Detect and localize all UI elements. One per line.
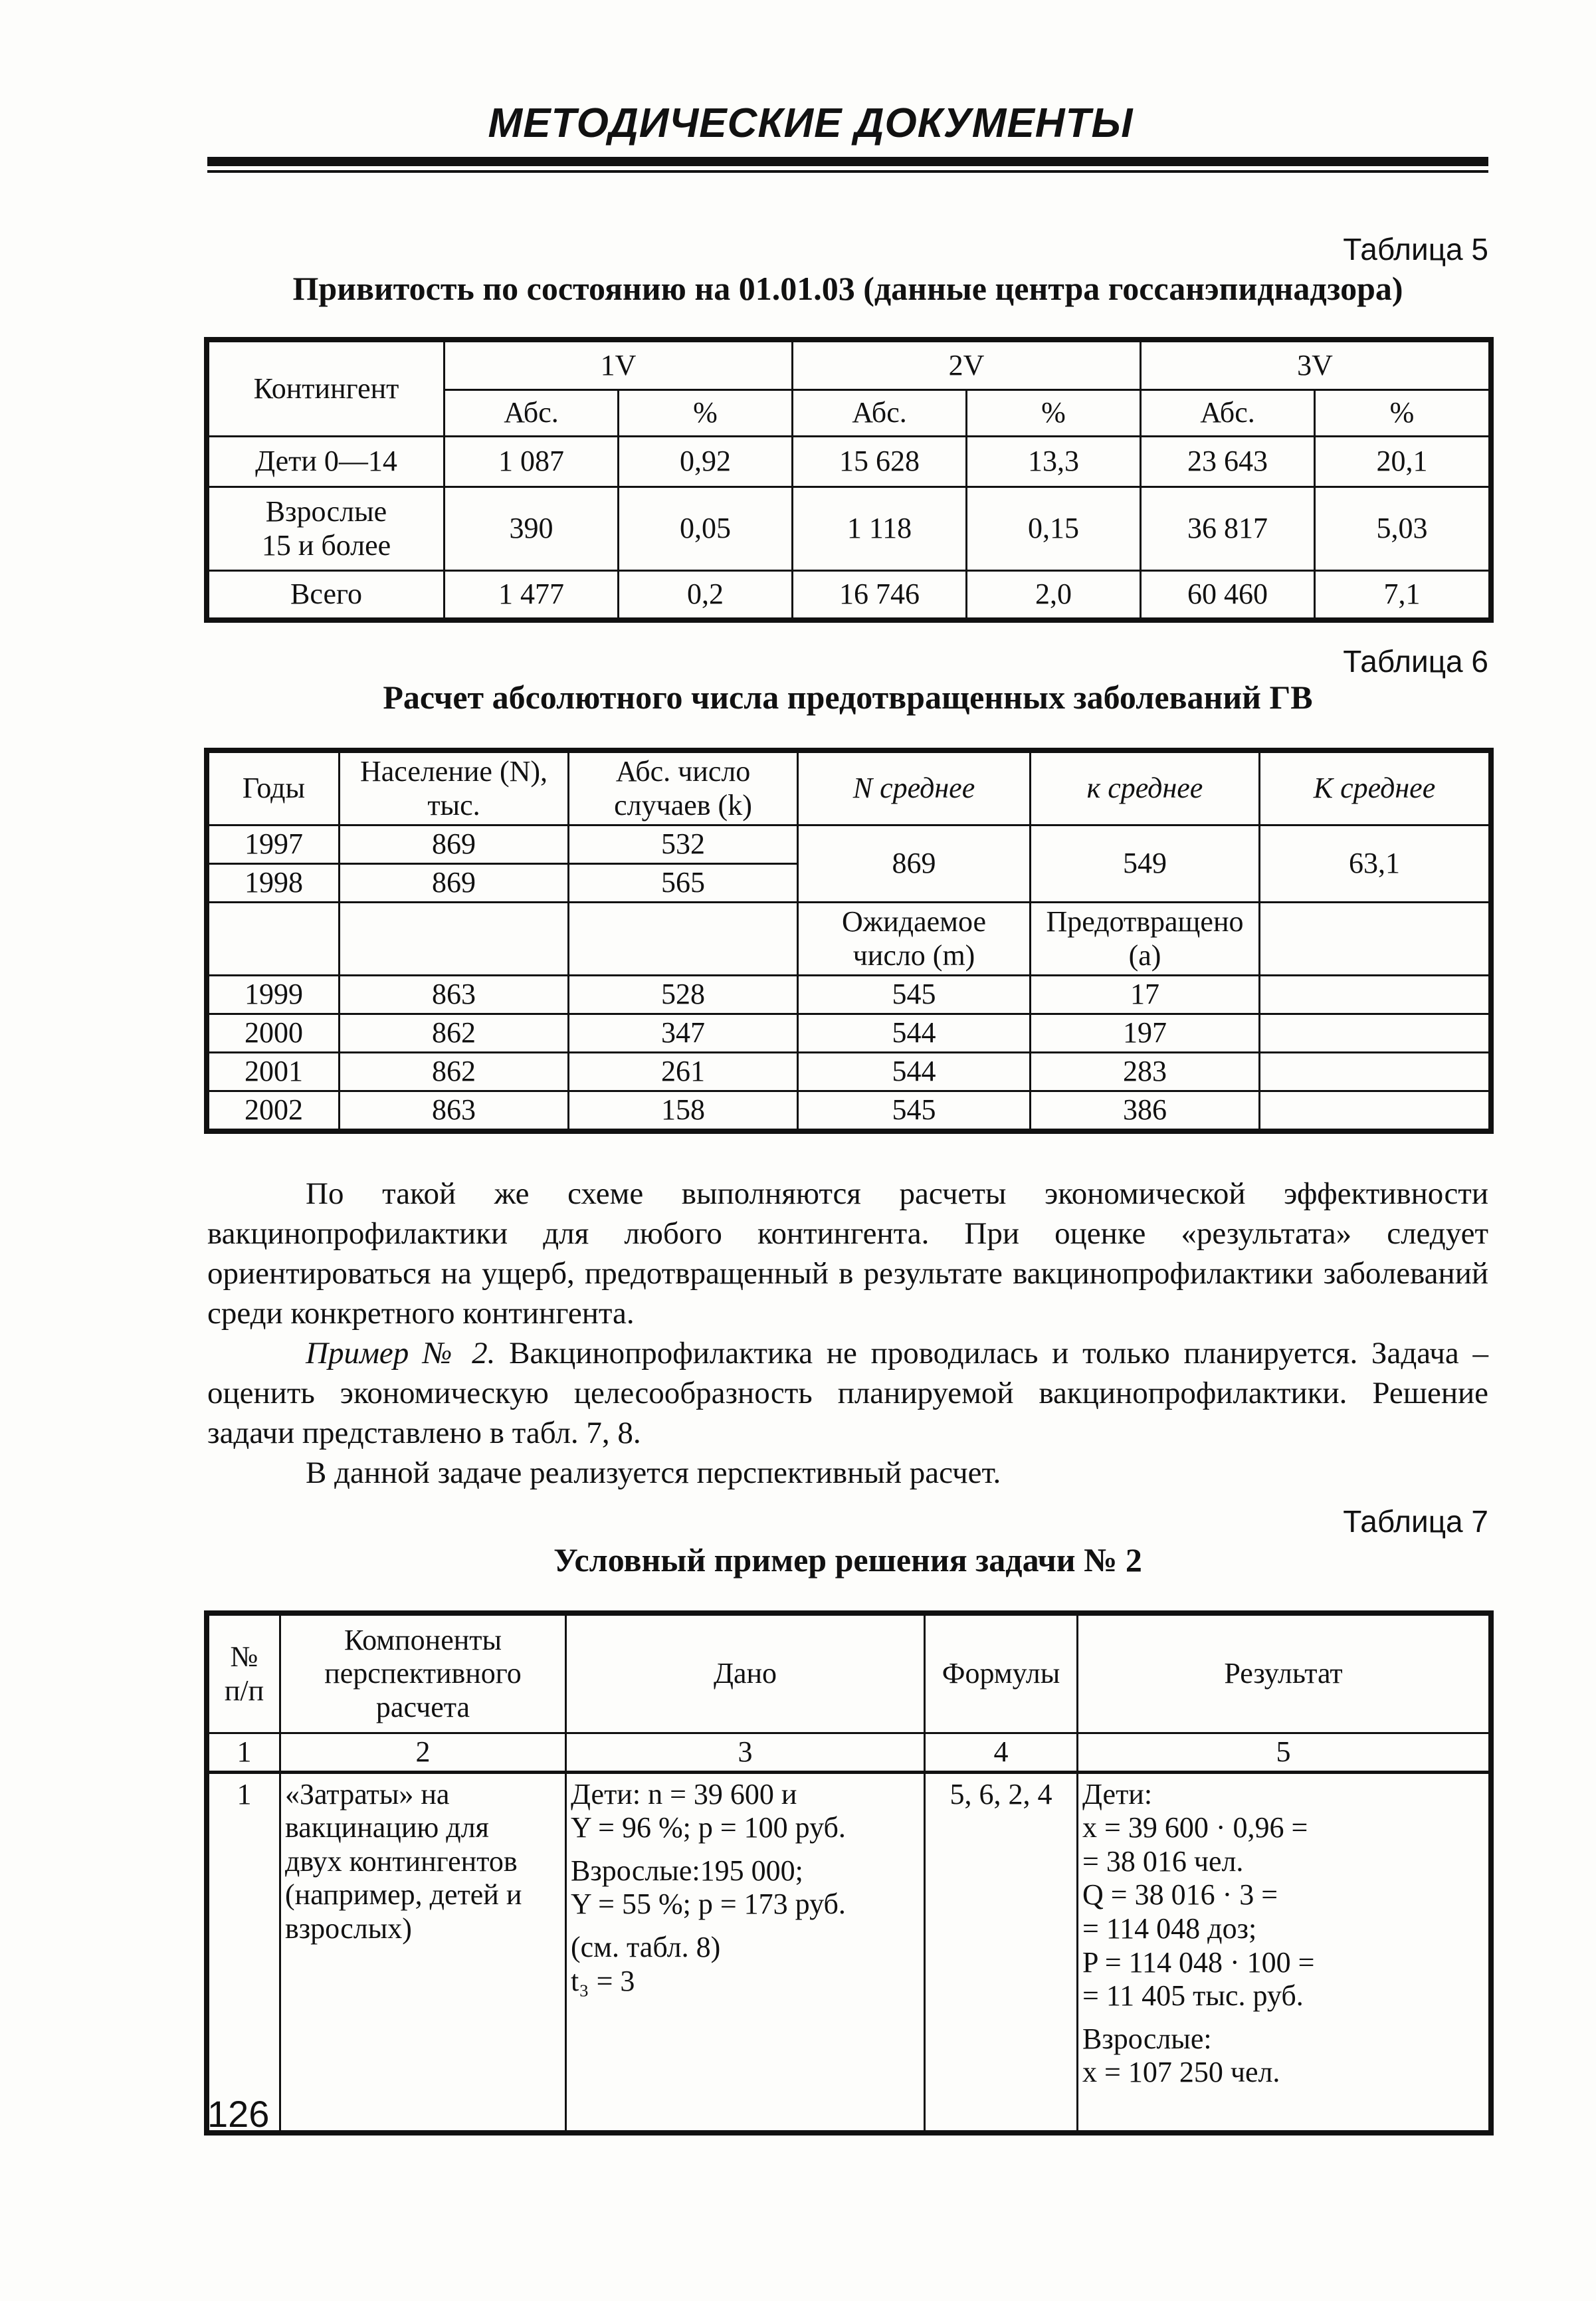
table5-header-group: 2V	[793, 342, 1141, 390]
table7-text-line: Дети:	[1082, 1777, 1153, 1810]
table5-subheader-abs: Абс.	[1141, 390, 1315, 437]
table6-cases: 347	[569, 1014, 798, 1053]
table6-year: 2002	[209, 1091, 340, 1130]
table6-header-line: Ожидаемое	[841, 905, 987, 938]
table6-header-n-avg: N среднее	[798, 752, 1031, 825]
table7-text-line: = 114 048 доз;	[1082, 1912, 1257, 1945]
table6-year: 1997	[209, 825, 340, 864]
table6-population: 862	[340, 1053, 569, 1091]
table6-header-prevented	[1031, 903, 1260, 976]
table7-col-number: 2	[280, 1733, 566, 1773]
body-text	[207, 1174, 1488, 1493]
table7-text-line: = 11 405 тыс. руб.	[1082, 1979, 1304, 2013]
table6-header-line: тыс.	[427, 788, 480, 822]
table7-row-result	[1078, 1772, 1490, 2131]
table5-label: Таблица 5	[1343, 232, 1488, 267]
table5-cell: 390	[445, 487, 619, 571]
table5-cell: 15 628	[793, 437, 967, 487]
table7-caption: Условный пример решения задачи № 2	[553, 1541, 1142, 1579]
page-number: 126	[207, 2093, 270, 2135]
table7-col-number: 1	[209, 1733, 280, 1773]
table6-empty-cell	[569, 903, 798, 976]
table6-empty-cell	[1260, 903, 1490, 976]
table5-cell: 7,1	[1315, 571, 1490, 619]
table5-cell: 36 817	[1141, 487, 1315, 571]
table7-header-line: №	[230, 1640, 258, 1673]
table7-text-line: Взрослые:	[1082, 2022, 1212, 2055]
table6-empty-cell	[1260, 1091, 1490, 1130]
table6-empty-cell	[209, 903, 340, 976]
table6-prevented: 17	[1031, 976, 1260, 1014]
table6-cases: 528	[569, 976, 798, 1014]
table7-col-number: 4	[925, 1733, 1078, 1773]
table7-text-line: = 38 016 чел.	[1082, 1844, 1244, 1878]
table7-row-component	[280, 1772, 566, 2131]
table6-empty-cell	[1260, 976, 1490, 1014]
table7-header-line: перспективного	[324, 1657, 522, 1690]
example-text: Вакцинопрофилактика не проводилась и только планируется. Задача – оценить экономическую целесообразность планируемой вакцинопрофилактики. Решение задачи представлено в табл. 7, 8.	[207, 1336, 1488, 1450]
table6-empty-cell	[340, 903, 569, 976]
table7-text-line: x = 107 250 чел.	[1082, 2056, 1280, 2089]
table5-cell: 20,1	[1315, 437, 1490, 487]
table5-row-label-line: Взрослые	[265, 494, 387, 528]
table6-header-K-avg: K среднее	[1260, 752, 1490, 825]
table5-row-label	[209, 487, 445, 571]
table6-k-avg-value: 549	[1031, 825, 1260, 903]
table5-cell: 1 087	[445, 437, 619, 487]
given-block-reference	[571, 1931, 920, 1998]
table5-header-group: 1V	[445, 342, 793, 390]
given-block-children	[571, 1778, 920, 1845]
table5-cell: 0,15	[967, 487, 1141, 571]
table5-cell: 0,2	[619, 571, 793, 619]
table6-header-expected	[798, 903, 1031, 976]
table5-row-label: Дети 0—14	[209, 437, 445, 487]
table6-row	[209, 976, 1490, 1014]
table6-prevented: 197	[1031, 1014, 1260, 1053]
table6-header-population	[340, 752, 569, 825]
table6-header-line: Население (N),	[359, 754, 548, 788]
table5-row	[209, 571, 1490, 619]
table5-cell: 16 746	[793, 571, 967, 619]
result-block-adults	[1082, 2023, 1484, 2090]
table7-text-line: «Затраты» на	[285, 1777, 450, 1810]
table5-cell: 60 460	[1141, 571, 1315, 619]
table7-text-line: P = 114 048 · 100 =	[1082, 1945, 1315, 1979]
table6-n-avg-value: 869	[798, 825, 1031, 903]
table5-header-group: 3V	[1141, 342, 1490, 390]
table6-header-line: случаев (k)	[614, 788, 752, 822]
table6-header-line: Абс. число	[615, 754, 751, 788]
table5-cell: 1 477	[445, 571, 619, 619]
table6	[207, 751, 1490, 1131]
table5-cell: 1 118	[793, 487, 967, 571]
table5-row-label: Всего	[209, 571, 445, 619]
table6-population: 869	[340, 825, 569, 864]
table6-year: 2000	[209, 1014, 340, 1053]
table5-cell: 23 643	[1141, 437, 1315, 487]
table5-cell: 0,05	[619, 487, 793, 571]
table7-text-line: Взрослые:195 000;	[571, 1854, 803, 1887]
table5-row	[209, 487, 1490, 571]
table7-text-line: Дети: n = 39 600 и	[571, 1777, 797, 1810]
table5-subheader-pct: %	[967, 390, 1141, 437]
table6-population: 862	[340, 1014, 569, 1053]
table5-subheader-abs: Абс.	[793, 390, 967, 437]
table6-caption: Расчет абсолютного числа предотвращенных заболеваний ГВ	[383, 679, 1313, 716]
table5-subheader-abs: Абс.	[445, 390, 619, 437]
table7-header-line: п/п	[224, 1674, 264, 1707]
body-paragraph: По такой же схеме выполняются расчеты экономической эффективности вакцинопрофилактики для любого контингента. При оценке «результата» следует ориентироваться на ущерб, предотвращенный в результате вакцинопрофилактики заболеваний среди конкретного контингента.	[207, 1176, 1488, 1331]
body-paragraph	[207, 1333, 1488, 1453]
given-block-adults	[571, 1854, 920, 1921]
table5-subheader-pct: %	[1315, 390, 1490, 437]
result-block-children	[1082, 1778, 1484, 2013]
table7-header-line: Компоненты	[344, 1623, 502, 1656]
table5-cell: 13,3	[967, 437, 1141, 487]
table7-header-formulas: Формулы	[925, 1615, 1078, 1733]
table7-text-line: (например, детей и	[285, 1878, 522, 1912]
table7-col-number: 3	[566, 1733, 925, 1773]
table7-text-line: двух контингентов	[285, 1844, 518, 1878]
running-header-title: МЕТОДИЧЕСКИЕ ДОКУМЕНТЫ	[488, 100, 1134, 146]
table6-empty-cell	[1260, 1014, 1490, 1053]
table6-header-k-avg: к среднее	[1031, 752, 1260, 825]
table5-header-contingent: Контингент	[209, 342, 445, 437]
table5	[207, 340, 1490, 619]
table6-label: Таблица 6	[1343, 644, 1488, 679]
table7-text-line: t₃ = 3	[571, 1964, 635, 1997]
table6-row	[209, 1053, 1490, 1091]
table6-population: 869	[340, 864, 569, 903]
body-paragraph: В данной задаче реализуется перспективный расчет.	[306, 1456, 1001, 1490]
table6-header-line: Предотвращено	[1046, 905, 1244, 938]
table6-prevented: 283	[1031, 1053, 1260, 1091]
header-rule-thick	[207, 157, 1488, 166]
table7-header-result: Результат	[1078, 1615, 1490, 1733]
table7-text-line: вакцинацию для	[285, 1811, 489, 1844]
table6-header-cases	[569, 752, 798, 825]
header-rule-thin	[207, 170, 1488, 173]
table7-text-line: x = 39 600 · 0,96 =	[1082, 1811, 1308, 1844]
table7	[207, 1614, 1490, 2132]
table6-cases: 532	[569, 825, 798, 864]
table6-header-line: (a)	[1128, 938, 1161, 972]
table5-cell: 2,0	[967, 571, 1141, 619]
table6-header-years: Годы	[209, 752, 340, 825]
table7-text-line: Q = 38 016 · 3 =	[1082, 1878, 1278, 1912]
table7-text-line: Y = 96 %; p = 100 руб.	[571, 1811, 846, 1844]
table5-cell: 0,92	[619, 437, 793, 487]
table6-prevented: 386	[1031, 1091, 1260, 1130]
example-label: Пример № 2.	[306, 1336, 496, 1370]
table7-text-line: (см. табл. 8)	[571, 1930, 721, 1963]
table6-expected: 545	[798, 976, 1031, 1014]
table7-text-line: Y = 55 %; p = 173 руб.	[571, 1888, 846, 1921]
table5-row-label-line: 15 и более	[261, 528, 391, 562]
table7-text-line: взрослых)	[285, 1912, 412, 1945]
table5-subheader-pct: %	[619, 390, 793, 437]
table7-header-components	[280, 1615, 566, 1733]
table7-row-num: 1	[209, 1772, 280, 2131]
table6-year: 1999	[209, 976, 340, 1014]
table7-header-given: Дано	[566, 1615, 925, 1733]
table7-label: Таблица 7	[1343, 1504, 1488, 1539]
table6-population: 863	[340, 1091, 569, 1130]
table5-caption: Привитость по состоянию на 01.01.03 (данные центра госсанэпиднадзора)	[292, 270, 1403, 307]
table6-header-line: число (m)	[852, 938, 975, 972]
table6-row	[209, 1091, 1490, 1130]
table5-cell: 5,03	[1315, 487, 1490, 571]
table7-header-num	[209, 1615, 280, 1733]
table7-row-formulas: 5, 6, 2, 4	[925, 1772, 1078, 2131]
table6-year: 1998	[209, 864, 340, 903]
table7-row-given	[566, 1772, 925, 2131]
table6-cases: 158	[569, 1091, 798, 1130]
table6-cases: 261	[569, 1053, 798, 1091]
table6-K-avg-value: 63,1	[1260, 825, 1490, 903]
table5-row	[209, 437, 1490, 487]
table7-col-number: 5	[1078, 1733, 1490, 1773]
table6-population: 863	[340, 976, 569, 1014]
table6-expected: 545	[798, 1091, 1031, 1130]
table7-row	[209, 1772, 1490, 2131]
table6-row	[209, 825, 1490, 864]
table6-expected: 544	[798, 1053, 1031, 1091]
table6-empty-cell	[1260, 1053, 1490, 1091]
table7-header-line: расчета	[375, 1690, 470, 1723]
table6-expected: 544	[798, 1014, 1031, 1053]
table6-row	[209, 1014, 1490, 1053]
table6-cases: 565	[569, 864, 798, 903]
table6-year: 2001	[209, 1053, 340, 1091]
